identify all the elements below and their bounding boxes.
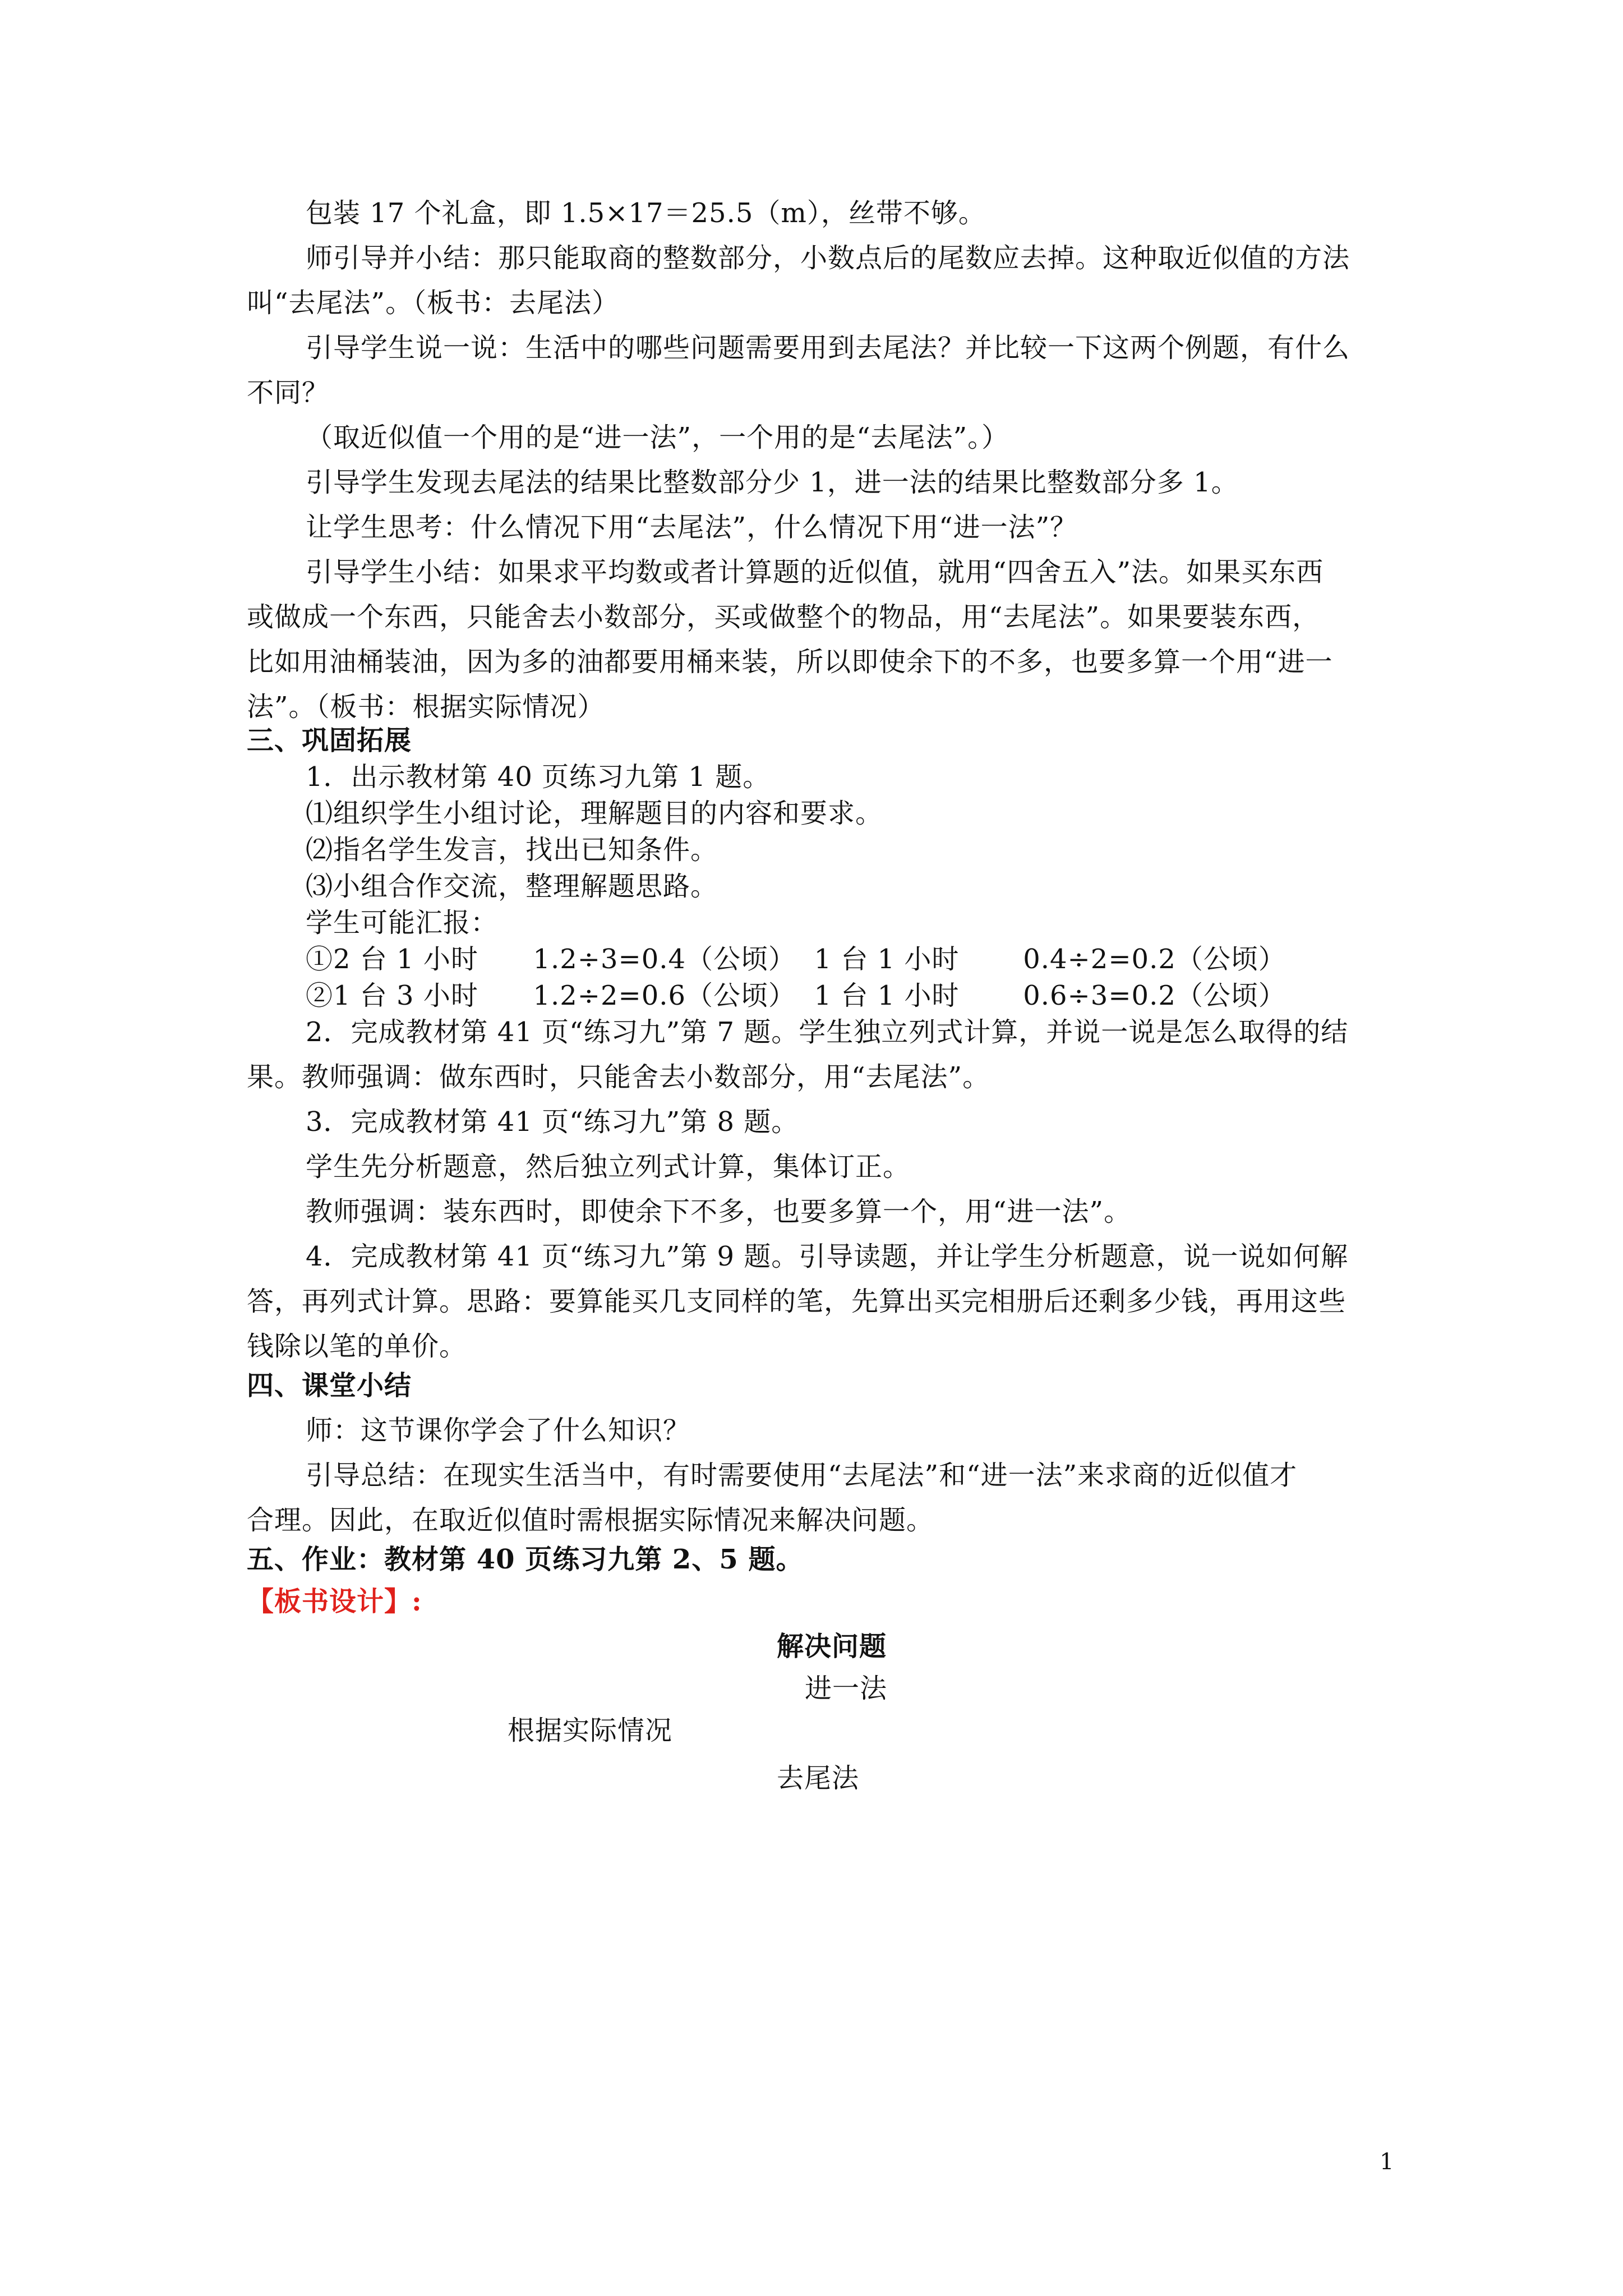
paragraph-line: 师：这节课你学会了什么知识？	[306, 1415, 691, 1446]
paragraph-line: 钱除以笔的单价。	[247, 1331, 467, 1362]
section-heading: 四、课堂小结	[247, 1370, 412, 1401]
paragraph-line: 师引导并小结：那只能取商的整数部分，小数点后的尾数应去掉。这种取近似值的方法	[306, 242, 1350, 274]
paragraph-line: 答，再列式计算。思路：要算能买几支同样的笔，先算出买完相册后还剩多少钱，再用这些	[247, 1286, 1347, 1317]
paragraph-line: 4．完成教材第 41 页“练习九”第 9 题。引导读题，并让学生分析题意，说一说如何解	[306, 1241, 1349, 1272]
section-heading: 三、巩固拓展	[247, 725, 412, 756]
page-number: 1	[1380, 2149, 1394, 2175]
paragraph-line: 引导学生说一说：生活中的哪些问题需要用到去尾法？并比较一下这两个例题，有什么	[306, 332, 1350, 364]
paragraph-line: 3．完成教材第 41 页“练习九”第 8 题。	[306, 1106, 799, 1138]
paragraph-line: 学生先分析题意，然后独立列式计算，集体订正。	[306, 1151, 911, 1182]
board-item-top: 进一法	[805, 1673, 888, 1704]
paragraph-line: 让学生思考：什么情况下用“去尾法”，什么情况下用“进一法”？	[306, 512, 1078, 543]
paragraph-line: 2．完成教材第 41 页“练习九”第 7 题。学生独立列式计算，并说一说是怎么取得的结	[306, 1016, 1349, 1048]
paragraph-line: ②1 台 3 小时 1.2÷2=0.6（公顷） 1 台 1 小时 0.6÷3=0.2（公顷）	[306, 980, 1286, 1011]
paragraph-line: （取近似值一个用的是“进一法”，一个用的是“去尾法”。）	[306, 422, 1009, 453]
paragraph-line: 学生可能汇报：	[306, 907, 499, 938]
paragraph-line: ⑵指名学生发言，找出已知条件。	[306, 834, 718, 866]
paragraph-line: ①2 台 1 小时 1.2÷3=0.4（公顷） 1 台 1 小时 0.4÷2=0.2（公顷）	[306, 944, 1286, 975]
paragraph-line: 或做成一个东西，只能舍去小数部分，买或做整个的物品，用“去尾法”。如果要装东西，	[247, 601, 1320, 633]
paragraph-line: 1．出示教材第 40 页练习九第 1 题。	[306, 761, 771, 793]
paragraph-line: 引导学生发现去尾法的结果比整数部分少 1，进一法的结果比整数部分多 1。	[306, 467, 1239, 498]
paragraph-line: 合理。因此，在取近似值时需根据实际情况来解决问题。	[247, 1504, 934, 1536]
board-title: 解决问题	[777, 1631, 887, 1662]
paragraph-line: 果。教师强调：做东西时，只能舍去小数部分，用“去尾法”。	[247, 1061, 990, 1093]
board-item-bottom: 去尾法	[777, 1763, 860, 1794]
homework-heading: 五、作业：教材第 40 页练习九第 2、5 题。	[247, 1544, 804, 1575]
paragraph-line: 不同？	[247, 377, 330, 408]
paragraph-line: 叫“去尾法”。（板书：去尾法）	[247, 287, 620, 319]
board-design-heading: 【板书设计】:	[247, 1586, 422, 1617]
paragraph-line: ⑶小组合作交流，整理解题思路。	[306, 871, 718, 902]
board-item-left: 根据实际情况	[508, 1715, 673, 1746]
paragraph-line: 比如用油桶装油，因为多的油都要用桶来装，所以即使余下的不多，也要多算一个用“进一	[247, 646, 1333, 678]
paragraph-line: 教师强调：装东西时，即使余下不多，也要多算一个，用“进一法”。	[306, 1196, 1132, 1227]
paragraph-line: 引导总结：在现实生活当中，有时需要使用“去尾法”和“进一法”来求商的近似值才	[306, 1460, 1298, 1491]
paragraph-line: 引导学生小结：如果求平均数或者计算题的近似值，就用“四舍五入”法。如果买东西	[306, 556, 1324, 588]
paragraph-line: 包装 17 个礼盒，即 1.5×17＝25.5（m），丝带不够。	[306, 197, 986, 229]
paragraph-line: ⑴组织学生小组讨论，理解题目的内容和要求。	[306, 798, 883, 829]
paragraph-line: 法”。（板书：根据实际情况）	[247, 691, 605, 723]
